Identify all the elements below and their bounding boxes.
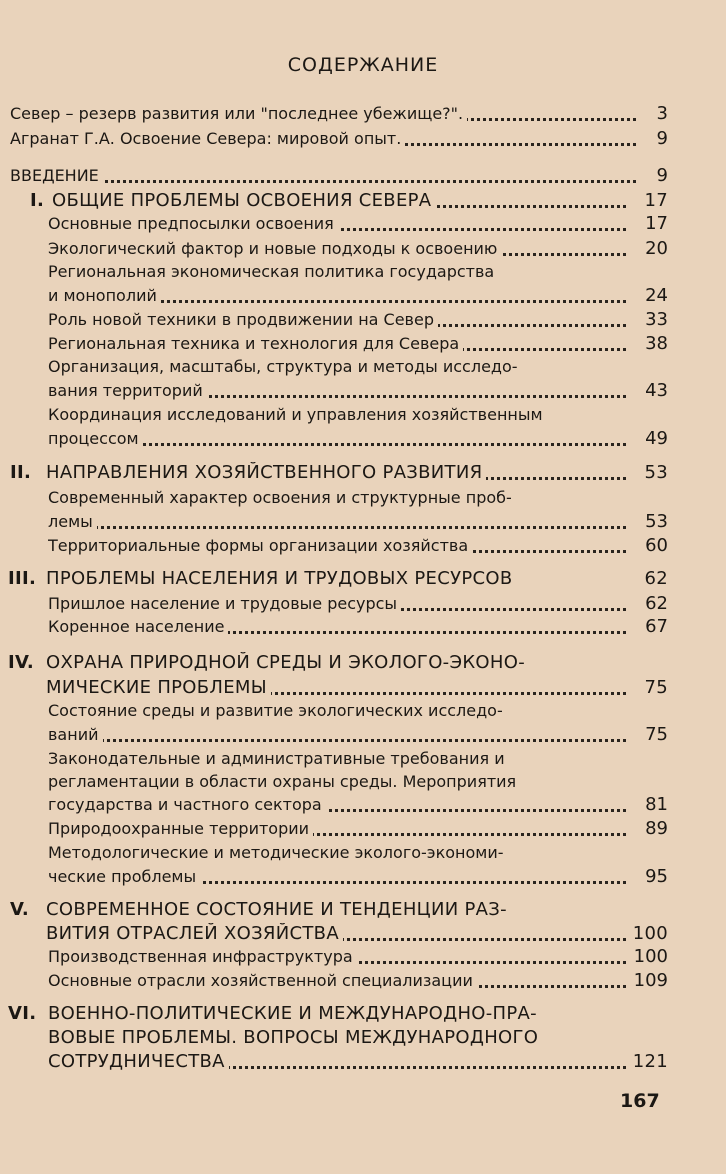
toc-entry-line: Законодательные и административные требования и bbox=[48, 749, 505, 768]
toc-entry-title: Коренное население bbox=[48, 617, 228, 636]
toc-entry-line: Организация, масштабы, структура и методы исследо- bbox=[48, 357, 518, 376]
toc-entry-title: ВВЕДЕНИЕ bbox=[10, 166, 103, 185]
toc-page-number: 60 bbox=[645, 535, 668, 556]
chapter-number: III. bbox=[8, 568, 37, 589]
toc-entry-line: Координация исследований и управления хозяйственным bbox=[48, 405, 543, 424]
toc-page-number: 33 bbox=[645, 309, 668, 330]
chapter-number: VI. bbox=[8, 1003, 37, 1024]
chapter-title: НАПРАВЛЕНИЯ ХОЗЯЙСТВЕННОГО РАЗВИТИЯ bbox=[46, 462, 486, 483]
toc-entry-title: лемы bbox=[48, 512, 97, 531]
toc-page-number: 100 bbox=[633, 946, 668, 967]
toc-entry-title: процессом bbox=[48, 429, 143, 448]
toc-page-number: 53 bbox=[645, 511, 668, 532]
page-folio-number: 167 bbox=[620, 1090, 660, 1112]
toc-page-number: 121 bbox=[632, 1051, 668, 1072]
toc-page-number: 38 bbox=[645, 333, 668, 354]
toc-entry-title: государства и частного сектора bbox=[48, 795, 326, 814]
toc-page-number: 100 bbox=[632, 923, 668, 944]
toc-page-number: 89 bbox=[645, 818, 668, 839]
toc-page-number: 75 bbox=[644, 677, 668, 698]
toc-page-number: 62 bbox=[645, 593, 668, 614]
toc-page-number: 67 bbox=[645, 616, 668, 637]
leader-dots bbox=[10, 180, 636, 183]
chapter-title-line: ОХРАНА ПРИРОДНОЙ СРЕДЫ И ЭКОЛОГО-ЭКОНО- bbox=[46, 652, 529, 673]
chapter-title: ВИТИЯ ОТРАСЛЕЙ ХОЗЯЙСТВА bbox=[46, 923, 343, 944]
toc-page-number: 49 bbox=[645, 428, 668, 449]
chapter-title-line: ВОВЫЕ ПРОБЛЕМЫ. ВОПРОСЫ МЕЖДУНАРОДНОГО bbox=[48, 1027, 542, 1048]
toc-entry-title: Основные предпосылки освоения bbox=[48, 214, 338, 233]
toc-page-number: 24 bbox=[645, 285, 668, 306]
toc-entry-title: Территориальные формы организации хозяйства bbox=[48, 536, 472, 555]
toc-entry-title: ваний bbox=[48, 725, 103, 744]
toc-entry-title: Природоохранные территории bbox=[48, 819, 313, 838]
chapter-number: IV. bbox=[8, 652, 35, 673]
toc-page-number: 81 bbox=[645, 794, 668, 815]
toc-page-number: 20 bbox=[645, 238, 668, 259]
toc-page-number: 109 bbox=[633, 970, 668, 991]
toc-page-number: 43 bbox=[645, 380, 668, 401]
chapter-title: ПРОБЛЕМЫ НАСЕЛЕНИЯ И ТРУДОВЫХ РЕСУРСОВ bbox=[46, 568, 517, 589]
toc-page-number: 53 bbox=[644, 462, 668, 483]
toc-entry-line: регламентации в области охраны среды. Мероприятия bbox=[48, 772, 517, 791]
toc-entry-title: Производственная инфраструктура bbox=[48, 947, 357, 966]
leader-dots bbox=[48, 739, 626, 742]
toc-entry-title: Региональная техника и технология для Севера bbox=[48, 334, 463, 353]
toc-page-number: 17 bbox=[645, 213, 668, 234]
toc-entry-line: Современный характер освоения и структурные проб- bbox=[48, 488, 512, 507]
chapter-title-line: СОВРЕМЕННОЕ СОСТОЯНИЕ И ТЕНДЕНЦИИ РАЗ- bbox=[46, 899, 511, 920]
toc-entry-title: и монополий bbox=[48, 286, 161, 305]
toc-page-number: 75 bbox=[645, 724, 668, 745]
toc-page-number: 9 bbox=[656, 165, 668, 186]
page-title: СОДЕРЖАНИЕ bbox=[287, 54, 439, 76]
chapter-title: МИЧЕСКИЕ ПРОБЛЕМЫ bbox=[46, 677, 271, 698]
toc-entry-title: Пришлое население и трудовые ресурсы bbox=[48, 594, 401, 613]
toc-page-number: 9 bbox=[656, 128, 668, 149]
chapter-number: I. bbox=[30, 190, 45, 211]
chapter-title: СОТРУДНИЧЕСТВА bbox=[48, 1051, 229, 1072]
chapter-title: ОБЩИЕ ПРОБЛЕМЫ ОСВОЕНИЯ СЕВЕРА bbox=[52, 190, 435, 211]
toc-entry-line: Состояние среды и развитие экологических исследо- bbox=[48, 701, 503, 720]
toc-entry-line: Региональная экономическая политика государства bbox=[48, 262, 495, 281]
toc-entry-line: Методологические и методические эколого-экономи- bbox=[48, 843, 504, 862]
toc-entry-title: Агранат Г.А. Освоение Севера: мировой опыт. bbox=[10, 129, 405, 148]
leader-dots bbox=[48, 526, 626, 529]
toc-entry-title: вания территорий bbox=[48, 381, 207, 400]
toc-entry-title: Экологический фактор и новые подходы к освоению bbox=[48, 239, 501, 258]
toc-page-number: 95 bbox=[645, 866, 668, 887]
toc-entry-title: Основные отрасли хозяйственной специализации bbox=[48, 971, 477, 990]
toc-page-number: 62 bbox=[644, 568, 668, 589]
toc-entry-title: Роль новой техники в продвижении на Север bbox=[48, 310, 438, 329]
toc-page-number: 17 bbox=[644, 190, 668, 211]
chapter-number: II. bbox=[10, 462, 32, 483]
toc-entry-title: Север – резерв развития или "последнее убежище?". bbox=[10, 104, 467, 123]
toc-page-number: 3 bbox=[656, 103, 668, 124]
chapter-title-line: ВОЕННО-ПОЛИТИЧЕСКИЕ И МЕЖДУНАРОДНО-ПРА- bbox=[48, 1003, 541, 1024]
toc-entry-title: ческие проблемы bbox=[48, 867, 200, 886]
chapter-number: V. bbox=[10, 899, 30, 920]
